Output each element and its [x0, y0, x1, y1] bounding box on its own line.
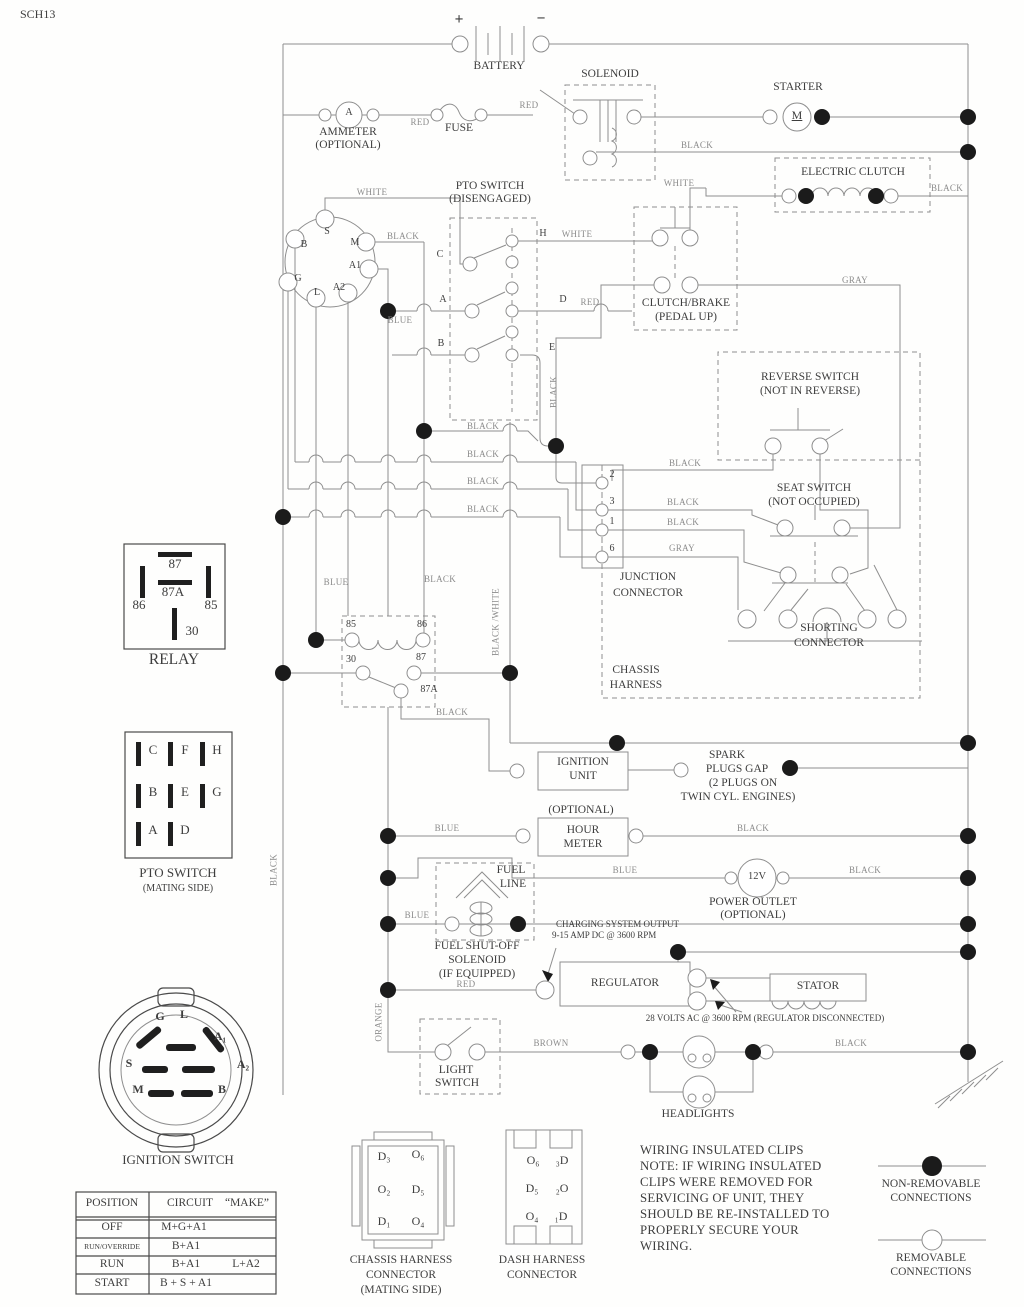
- ign-switch-terminal-m: M: [132, 1082, 144, 1096]
- junction-connector-label: JUNCTION: [619, 571, 677, 583]
- ignition-unit-label: IGNITION: [557, 756, 609, 768]
- legend-removable-label: REMOVABLE: [895, 1252, 967, 1264]
- wire-label-black: BLACK: [466, 449, 500, 459]
- fuel-shutoff-label: FUEL SHUT-OFF: [434, 940, 520, 952]
- pto-mating-pin-b: B: [148, 784, 158, 799]
- pto-mating-pin-f: F: [181, 742, 189, 757]
- relay-pin-85: 85: [204, 597, 218, 612]
- stator-note-label: 28 VOLTS AC @ 3600 RPM (REGULATOR DISCONNECTED): [645, 1013, 885, 1023]
- table-row-off: OFF: [101, 1221, 123, 1233]
- ignition-switch-label: IGNITION SWITCH: [122, 1152, 234, 1167]
- light-switch-label: LIGHT: [438, 1064, 474, 1076]
- chassis-harness-label: CHASSIS: [612, 664, 660, 676]
- power-outlet-label: POWER OUTLET: [709, 896, 797, 908]
- wire-label-black: BLACK: [466, 476, 500, 486]
- dash-connector-label2: CONNECTOR: [506, 1269, 578, 1281]
- chassis-connector-label3: (MATING SIDE): [360, 1284, 442, 1296]
- solenoid-label: SOLENOID: [581, 68, 639, 80]
- table-row-run-make: L+A2: [232, 1258, 260, 1270]
- spark-plugs-label3: (2 PLUGS ON: [708, 777, 778, 789]
- chassis-conn-pin-o2: O₂: [377, 1182, 391, 1196]
- battery-minus-icon: −: [536, 10, 546, 27]
- ign-connector-terminal-l: L: [313, 287, 321, 298]
- ign-connector-terminal-g: G: [294, 273, 302, 284]
- relay-schem-87a: 87A: [420, 684, 438, 695]
- wire-label-black: BLACK: [423, 574, 457, 584]
- wire-label-gray: GRAY: [842, 275, 868, 285]
- shorting-connector-label: SHORTING: [800, 622, 858, 634]
- dash-conn-pin-2o: ₂O: [555, 1181, 569, 1195]
- pto-terminal-a: A: [439, 294, 447, 305]
- chassis-conn-pin-o4: O₄: [411, 1214, 425, 1228]
- chassis-harness-boundary: [602, 352, 920, 698]
- clutch-brake-sub-label: (PEDAL UP): [655, 311, 717, 323]
- ign-switch-terminal-l: L: [179, 1007, 189, 1021]
- ammeter-optional-label: (OPTIONAL): [315, 139, 381, 151]
- relay-pin-87a: 87A: [161, 584, 185, 599]
- charging-output-label2: 9-15 AMP DC @ 3600 RPM: [552, 930, 657, 940]
- wire-label-black: BLACK: [466, 504, 500, 514]
- relay-schem-30: 30: [346, 654, 356, 665]
- starter-label: STARTER: [773, 81, 823, 93]
- seat-switch-label: SEAT SWITCH: [776, 482, 852, 494]
- wire-label-black: BLACK: [680, 140, 714, 150]
- ign-connector-terminal-s: S: [324, 226, 330, 237]
- power-outlet-symbol: 12V: [747, 871, 767, 882]
- wire-label-black: BLACK: [668, 458, 702, 468]
- dash-conn-pin-o6: O₆: [526, 1153, 540, 1167]
- ign-switch-terminal-s: S: [125, 1056, 133, 1070]
- starter-motor-symbol: M: [791, 108, 803, 122]
- relay-schem-86: 86: [417, 619, 427, 630]
- wire-label-red: RED: [410, 117, 430, 127]
- table-row-run: RUN: [99, 1258, 125, 1270]
- chassis-harness-label2: HARNESS: [609, 679, 663, 691]
- ign-switch-terminal-a1: A₁: [213, 1029, 227, 1043]
- ground-symbol: [935, 1061, 1003, 1108]
- chassis-connector-symbol: [352, 1132, 454, 1248]
- dash-conn-pin-1d: ₁D: [554, 1209, 568, 1223]
- wiring-note-line5: SHOULD BE RE-INSTALLED TO: [640, 1207, 830, 1221]
- battery-plus-icon: +: [454, 11, 464, 28]
- wire-label-black: BLACK: [386, 231, 420, 241]
- ammeter-label: AMMETER: [319, 126, 377, 138]
- pto-terminal-e: E: [548, 342, 556, 353]
- spark-plugs-label4: TWIN CYL. ENGINES): [680, 791, 796, 803]
- wiring-note-line1: WIRING INSULATED CLIPS: [640, 1143, 804, 1157]
- dash-conn-pin-o4: O₄: [525, 1209, 539, 1223]
- fuel-line-label2: LINE: [499, 878, 527, 890]
- ign-switch-terminal-b: B: [217, 1082, 227, 1096]
- relay-label: RELAY: [148, 651, 200, 668]
- junction-pin-2: 2: [609, 469, 615, 480]
- relay-schematic-symbol: [283, 422, 517, 771]
- wire-label-red: RED: [580, 297, 600, 307]
- relay-pin-86: 86: [132, 597, 146, 612]
- wire-label-black-white: BLACK /WHITE: [490, 588, 501, 656]
- wire-label-white: WHITE: [561, 229, 593, 239]
- table-row-runoverride: RUN/OVERRIDE: [84, 1242, 140, 1251]
- table-header-make: “MAKE”: [224, 1197, 270, 1209]
- wire-label-gray: GRAY: [669, 543, 695, 553]
- junction-connector-label2: CONNECTOR: [612, 587, 684, 599]
- light-switch-label2: SWITCH: [434, 1077, 480, 1089]
- wire-label-red: RED: [456, 979, 476, 989]
- spark-plugs-label1: SPARK: [708, 749, 746, 761]
- relay-pin-87: 87: [168, 556, 182, 571]
- table-header-circuit: CIRCUIT: [167, 1197, 213, 1209]
- table-row-start-circuit: B + S + A1: [160, 1277, 212, 1289]
- wiring-note-line6: PROPERLY SECURE YOUR: [640, 1223, 799, 1237]
- wire-label-black: BLACK: [435, 707, 469, 717]
- headlights-symbol: [635, 1036, 968, 1108]
- wire-label-black: BLACK: [930, 183, 964, 193]
- pto-terminal-c: C: [436, 249, 444, 260]
- wiring-note-line3: CLIPS WERE REMOVED FOR: [640, 1175, 814, 1189]
- pto-mating-pin-g: G: [212, 784, 222, 799]
- pto-mating-pin-h: H: [212, 742, 222, 757]
- wire-label-white: WHITE: [356, 187, 388, 197]
- sheet-code: SCH13: [20, 7, 56, 21]
- ignition-unit-label2: UNIT: [569, 770, 597, 782]
- legend-removable-label2: CONNECTIONS: [890, 1266, 972, 1278]
- wire-label-black-vertical: BLACK: [548, 375, 559, 409]
- spark-plugs-label2: PLUGS GAP: [705, 763, 769, 775]
- legend-non-removable-label2: CONNECTIONS: [890, 1192, 972, 1204]
- table-row-off-circuit: M+G+A1: [161, 1221, 207, 1233]
- pto-mating-pin-d: D: [180, 822, 190, 837]
- seat-switch-sub-label: (NOT OCCUPIED): [768, 496, 860, 508]
- wire-label-black: BLACK: [848, 865, 882, 875]
- clutch-brake-symbol: [556, 188, 900, 528]
- charging-output-label: CHARGING SYSTEM OUTPUT: [556, 919, 680, 929]
- chassis-connector-label: CHASSIS HARNESS: [349, 1254, 453, 1266]
- removable-connection-icon: [922, 1230, 942, 1250]
- hour-meter-label: HOUR: [566, 824, 600, 836]
- chassis-conn-pin-d1: D₁: [377, 1214, 391, 1228]
- chassis-connector-label2: CONNECTOR: [365, 1269, 437, 1281]
- table-row-runoverride-circuit: B+A1: [171, 1240, 201, 1252]
- ign-switch-terminal-a2: A₂: [236, 1057, 250, 1071]
- fuel-shutoff-label2: SOLENOID: [448, 954, 506, 966]
- wire-label-blue: BLUE: [612, 865, 638, 875]
- hour-meter-label2: METER: [563, 838, 603, 850]
- wire-label-white: WHITE: [663, 178, 695, 188]
- wire-label-black-vertical: BLACK: [268, 853, 279, 887]
- wire-label-blue: BLUE: [434, 823, 460, 833]
- non-removable-connection-icon: [922, 1156, 942, 1176]
- pto-terminal-d: D: [559, 294, 567, 305]
- table-header-position: POSITION: [85, 1197, 139, 1209]
- ign-connector-terminal-a2: A2: [332, 282, 346, 293]
- reverse-switch-sub-label: (NOT IN REVERSE): [759, 385, 861, 397]
- junction-pin-1: 1: [609, 516, 615, 527]
- chassis-conn-pin-d5: D₅: [411, 1182, 425, 1196]
- wiring-note-line4: SERVICING OF UNIT, THEY: [640, 1191, 805, 1205]
- table-row-run-circuit: B+A1: [171, 1258, 201, 1270]
- wire-label-brown: BROWN: [533, 1038, 569, 1048]
- ammeter-symbol: A: [345, 107, 353, 118]
- wiring-note-line7: WIRING.: [640, 1239, 693, 1253]
- dash-connector-symbol: [506, 1130, 582, 1244]
- regulator-label: REGULATOR: [590, 977, 660, 989]
- power-outlet-symbol: [388, 858, 968, 897]
- wire-label-black: BLACK: [466, 421, 500, 431]
- starter-symbol: [763, 103, 811, 131]
- ign-connector-terminal-b: B: [300, 239, 308, 250]
- power-outlet-sub-label: (OPTIONAL): [720, 909, 786, 921]
- junction-pin-6: 6: [609, 543, 615, 554]
- pto-mating-pin-c: C: [148, 742, 158, 757]
- wire-label-blue: BLUE: [404, 910, 430, 920]
- battery-label: BATTERY: [473, 60, 525, 72]
- legend-non-removable-label: NON-REMOVABLE: [881, 1178, 981, 1190]
- wire-label-red: RED: [519, 100, 539, 110]
- dash-connector-label: DASH HARNESS: [498, 1254, 586, 1266]
- wire-label-black: BLACK: [666, 517, 700, 527]
- connection-dots: [275, 109, 976, 1060]
- dash-conn-pin-3d: ₃D: [555, 1153, 569, 1167]
- shorting-connector-label2: CONNECTOR: [793, 637, 865, 649]
- pto-mating-label: PTO SWITCH: [139, 865, 217, 880]
- wire-label-black: BLACK: [666, 497, 700, 507]
- pto-terminal-h: H: [539, 228, 547, 239]
- chassis-conn-pin-d3: D₃: [377, 1149, 391, 1163]
- reverse-switch-label: REVERSE SWITCH: [760, 371, 860, 383]
- pto-mating-sub-label: (MATING SIDE): [142, 883, 214, 894]
- ign-connector-terminal-a1: A1: [348, 260, 362, 271]
- battery-symbol: [452, 26, 549, 62]
- hour-meter-symbol: [388, 818, 968, 856]
- relay-pin-30: 30: [185, 623, 199, 638]
- ign-switch-terminal-g: G: [155, 1009, 165, 1023]
- relay-schem-85: 85: [346, 619, 356, 630]
- clutch-brake-label: CLUTCH/BRAKE: [641, 297, 731, 309]
- wire-label-black: BLACK: [834, 1038, 868, 1048]
- dash-conn-pin-d5: D₅: [525, 1181, 539, 1195]
- pto-switch-sub-label: (DISENGAGED): [449, 193, 531, 205]
- pto-mating-pin-a: A: [148, 822, 158, 837]
- solenoid-symbol: [565, 85, 655, 180]
- ignition-switch-component: [99, 988, 253, 1152]
- pto-terminal-b: B: [437, 338, 445, 349]
- fuse-label: FUSE: [444, 122, 474, 134]
- hour-meter-optional-label: (OPTIONAL): [548, 804, 614, 816]
- harness-wires: [283, 304, 608, 557]
- wire-label-orange-vertical: ORANGE: [373, 1002, 384, 1042]
- wire-label-blue: BLUE: [387, 315, 413, 325]
- electric-clutch-label: ELECTRIC CLUTCH: [801, 166, 905, 178]
- headlights-label: HEADLIGHTS: [661, 1108, 735, 1120]
- pto-mating-pin-e: E: [181, 784, 189, 799]
- wiring-note-line2: NOTE: IF WIRING INSULATED: [640, 1159, 822, 1173]
- relay-schem-87: 87: [416, 652, 426, 663]
- junction-pin-3: 3: [609, 496, 615, 507]
- table-row-start: START: [94, 1277, 130, 1289]
- wire-label-black: BLACK: [736, 823, 770, 833]
- chassis-conn-pin-o6: O₆: [411, 1147, 425, 1161]
- stator-label: STATOR: [796, 980, 840, 992]
- ign-connector-terminal-m: M: [350, 237, 360, 248]
- wire-label-blue: BLUE: [323, 577, 349, 587]
- pto-switch-label: PTO SWITCH: [455, 180, 525, 192]
- fuel-line-label: FUEL: [496, 864, 526, 876]
- fuel-shutoff-label3: (IF EQUIPPED): [438, 968, 516, 980]
